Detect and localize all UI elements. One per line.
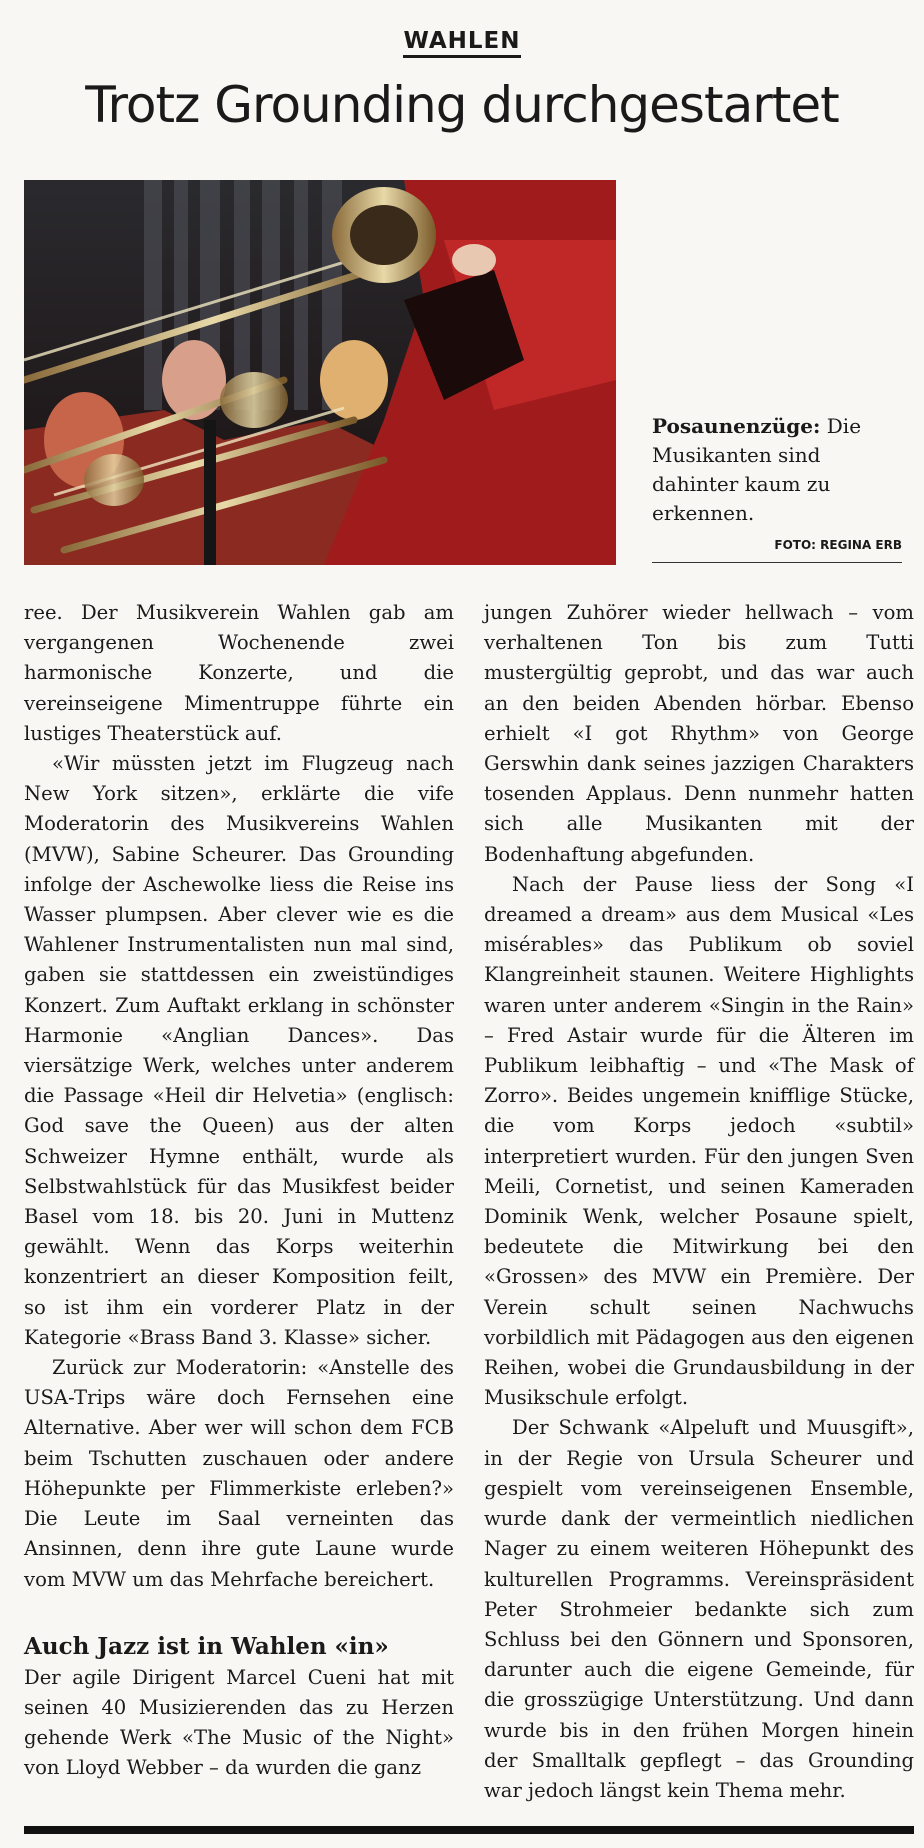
caption-text: Die Musikanten sind dahinter kaum zu erkennen.: [652, 414, 862, 525]
paragraph: Der agile Dirigent Marcel Cueni hat mit seinen 40 Musizierenden das zu Herzen gehende Werk «The Music of the Night» von Lloyd Webber – da wurden die ganz: [24, 1665, 454, 1780]
article-photo: [24, 180, 616, 565]
article-column-left: [24, 598, 454, 1784]
paragraph: Zurück zur Moderatorin: «Anstelle des USA-Trips wäre doch Fernsehen eine Alternative. Aber wer will schon dem FCB beim Tschutten zuschauen oder andere Höhepunkte per Flimmerkiste erleben?» Die Leute im Saal verneinten das Ansinnen, denn ihre gute Laune wurde vom MVW um das Mehrfache bereichert.: [24, 1356, 454, 1591]
caption-divider: [652, 562, 902, 563]
paragraph: jungen Zuhörer wieder hellwach – vom verhaltenen Ton bis zum Tutti mustergültig geprobt, und das war auch an den beiden Abenden hörbar. Ebenso erhielt «I got Rhythm» von George Gerswhin dank seines jazzigen Charakters tosenden Applaus. Denn nunmehr hatten sich alle Musikanten mit der Bodenhaftung abgefunden.: [484, 601, 914, 866]
paragraph: Der Schwank «Alpeluft und Muusgift», in der Regie von Ursula Scheurer und gespielt vom vereinseigenen Ensemble, wurde dank der vermeintlich niedlichen Nager zu einem weiteren Höhepunkt des kulturellen Programms. Vereinspräsident Peter Strohmeier bedankte sich zum Schluss bei den Gönnern und Sponsoren, darunter auch die eigene Gemeinde, für die grosszügige Unterstützung. Und dann wurde bis in den frühen Morgen hinein der Smalltalk gepflegt – das Grounding war jedoch längst kein Thema mehr.: [484, 1416, 914, 1802]
paragraph: ree. Der Musikverein Wahlen gab am vergangenen Wochenende zwei harmonische Konzerte, und die vereinseigene Mimentruppe führte ein lustiges Theaterstück auf.: [24, 601, 454, 745]
bottom-divider: [24, 1826, 914, 1834]
article-column-right: [484, 598, 914, 1806]
article-subhead: Auch Jazz ist in Wahlen «in»: [24, 1632, 389, 1660]
article-headline: Trotz Grounding durchgestartet: [85, 76, 839, 134]
paragraph: Nach der Pause liess der Song «I dreamed a dream» aus dem Musical «Les misérables» das Publikum ob soviel Klangreinheit staunen. Weitere Highlights waren unter anderem «Singin in the Rain» – Fred Astair wurde für die Älteren im Publikum leibhaftig – und «The Mask of Zorro». Beides ungemein knifflige Stücke, die vom Korps jedoch «subtil» interpretiert wurden. Für den jungen Sven Meili, Cornetist, und seinen Kameraden Dominik Wenk, welcher Posaune spielt, bedeutete die Mitwirkung bei den «Grossen» des MVW ein Première. Der Verein schult seinen Nachwuchs vorbildlich mit Pädagogen aus den eigenen Reihen, wobei die Grundausbildung in der Musikschule erfolgt.: [484, 872, 914, 1410]
paragraph: «Wir müssten jetzt im Flugzeug nach New York sitzen», erklärte die vife Moderatorin des Musikvereins Wahlen (MVW), Sabine Scheurer. Das Grounding infolge der Aschewolke liess die Reise ins Wasser plumpsen. Aber clever wie es die Wahlener Instrumentalisten nun mal sind, gaben sie stattdessen ein zweistündiges Konzert. Zum Auftakt erklang in schönster Harmonie «Anglian Dances». Das viersätzige Werk, welches unter anderem die Passage «Heil dir Helvetia» (englisch: God save the Queen) aus der alten Schweizer Hymne enthält, wurde als Selbstwahlstück für das Musikfest beider Basel vom 18. bis 20. Juni in Muttenz gewählt. Wenn das Korps weiterhin konzentriert an dieser Komposition feilt, so ist ihm ein vorderer Platz in der Kategorie «Brass Band 3. Klasse» sicher.: [24, 752, 454, 1349]
photo-credit: FOTO: REGINA ERB: [774, 538, 902, 552]
photo-caption: [652, 412, 902, 528]
caption-lead: Posaunenzüge:: [652, 414, 821, 438]
section-kicker: WAHLEN: [0, 28, 924, 54]
trombone-photo-icon: [24, 180, 616, 565]
